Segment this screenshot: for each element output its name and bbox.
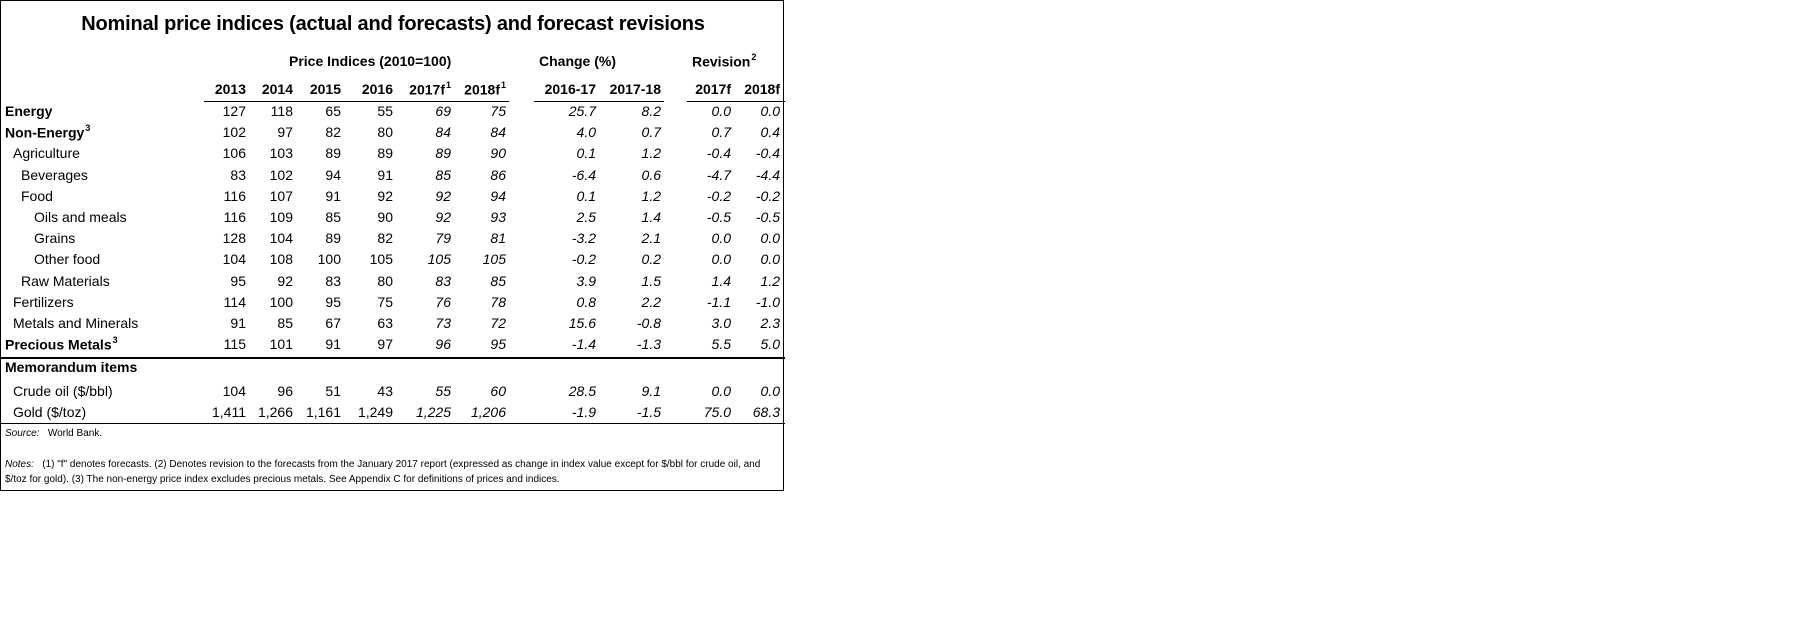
table-cell: 95	[230, 272, 246, 289]
col-header-revision-2018f: 2018f	[744, 81, 780, 97]
table-cell: 0.0	[760, 251, 780, 268]
table-row	[1, 123, 785, 144]
table-cell: -4.7	[706, 166, 731, 183]
table-cell: 67	[325, 315, 341, 331]
row-label: Grains	[34, 230, 76, 247]
table-cell: 1.4	[711, 272, 731, 289]
table-cell: 104	[269, 230, 293, 247]
table-cell: 128	[222, 230, 246, 247]
table-cell: 1.2	[641, 145, 661, 162]
table-cell: 104	[222, 383, 246, 399]
table-cell: 89	[377, 145, 393, 162]
table-cell: 90	[377, 209, 393, 225]
table-row	[1, 382, 785, 403]
table-cell: 84	[435, 124, 451, 141]
table-row	[1, 250, 785, 271]
table-cell: 72	[490, 315, 506, 331]
table-cell: 94	[325, 166, 341, 183]
row-label: Gold ($/toz)	[13, 404, 87, 420]
table-cell: 108	[269, 251, 293, 268]
col-header-change-2017-18: 2017-18	[609, 81, 661, 97]
table-cell: 4.0	[576, 124, 596, 141]
table-cell: 89	[325, 230, 341, 247]
row-label: Raw Materials	[21, 272, 110, 289]
table-row	[1, 403, 785, 424]
table-cell: 55	[435, 383, 451, 399]
col-header-2015: 2015	[309, 81, 341, 97]
table-row	[1, 272, 785, 293]
table-cell: 116	[223, 209, 246, 225]
table-cell: 92	[435, 187, 451, 204]
table-row	[1, 335, 785, 356]
table-cell: 81	[490, 230, 506, 247]
table-cell: 3.0	[711, 315, 731, 331]
page-title: Nominal price indices (actual and forecasts) and forecast revisions	[81, 13, 705, 35]
table-cell: 80	[377, 124, 393, 141]
table-cell: 85	[325, 209, 341, 225]
table-cell: 95	[325, 293, 341, 310]
table-cell: 63	[377, 315, 393, 331]
row-label: Energy	[5, 103, 53, 119]
table-cell: 85	[277, 315, 293, 331]
table-cell: 0.0	[760, 383, 780, 399]
table-cell: -6.4	[571, 166, 596, 183]
table-cell: 83	[435, 272, 451, 289]
table-cell: -3.2	[571, 230, 596, 247]
table-cell: 0.6	[641, 166, 661, 183]
table-cell: 92	[377, 187, 393, 204]
table-cell: 2.2	[641, 293, 661, 310]
table-cell: 114	[223, 293, 246, 310]
row-label: Other food	[34, 251, 101, 268]
table-cell: 69	[435, 103, 451, 119]
table-cell: 0.0	[760, 103, 780, 119]
col-header-2016: 2016	[361, 81, 393, 97]
table-cell: 82	[377, 230, 393, 247]
col-header-2017f: $2017f^1$	[409, 80, 451, 98]
table-cell: 43	[377, 383, 393, 399]
row-label: Food	[21, 187, 53, 204]
table-cell: 91	[325, 336, 341, 353]
table-cell: 102	[269, 166, 293, 183]
table-cell: 76	[435, 293, 451, 310]
table-cell: 0.2	[641, 251, 661, 268]
table-cell: 97	[277, 124, 293, 141]
col-header-revision-2017f: 2017f	[695, 81, 731, 97]
table-cell: -1.4	[571, 336, 596, 353]
table-cell: 1,225	[415, 404, 451, 420]
table-cell: 0.7	[711, 124, 731, 141]
table-cell: 1.5	[641, 272, 661, 289]
table-cell: 28.5	[568, 383, 596, 399]
table-frame	[0, 0, 784, 491]
table-cell: 104	[222, 251, 246, 268]
table-row	[1, 166, 785, 187]
table-cell: 91	[377, 166, 393, 183]
table-cell: 84	[490, 124, 506, 141]
table-cell: 0.7	[641, 124, 661, 141]
table-cell: 65	[325, 103, 341, 119]
table-cell: 1.2	[760, 272, 780, 289]
table-cell: 115	[223, 336, 246, 353]
table-cell: 25.7	[568, 103, 596, 119]
table-cell: 3.9	[576, 272, 596, 289]
table-cell: 0.0	[711, 103, 731, 119]
table-cell: 15.6	[568, 315, 596, 331]
table-cell: 0.1	[576, 187, 596, 204]
table-cell: 0.4	[760, 124, 780, 141]
table-cell: 2.1	[641, 230, 661, 247]
table-cell: 75.0	[703, 404, 731, 420]
table-row	[1, 102, 785, 123]
table-cell: 116	[223, 187, 246, 204]
table-cell: 89	[435, 145, 451, 162]
footer-divider	[1, 423, 785, 424]
table-row	[1, 208, 785, 229]
table-cell: 100	[317, 251, 341, 268]
table-cell: -0.2	[706, 187, 731, 204]
table-cell: 5.5	[711, 336, 731, 353]
table-cell: 92	[435, 209, 451, 225]
table-cell: 105	[427, 251, 451, 268]
table-cell: -1.1	[706, 293, 731, 310]
table-cell: 0.1	[576, 145, 596, 162]
table-cell: 1,411	[212, 404, 246, 420]
row-label: Non-Energy$^3$	[5, 123, 91, 141]
table-cell: 2.5	[576, 209, 596, 225]
table-cell: 1,266	[257, 404, 293, 420]
table-cell: 55	[377, 103, 393, 119]
table-cell: 1.2	[641, 187, 661, 204]
table-cell: 106	[222, 145, 246, 162]
table-row	[1, 187, 785, 208]
table-row	[1, 144, 785, 165]
notes: Notes: (1) "f" denotes forecasts. (2) Denotes revision to the forecasts from the January 2017 report (expressed as change in index value except for $/bbl for crude oil, and $/toz for gold). (3) The non-energy price index excludes precious metals. See Appendix C for definitions of prices and indices.	[5, 459, 761, 485]
table-cell: 102	[222, 124, 246, 141]
row-label: Oils and meals	[34, 209, 127, 225]
table-cell: -0.4	[706, 145, 731, 162]
table-cell: 127	[222, 103, 246, 119]
table-cell: 100	[269, 293, 293, 310]
table-cell: 105	[369, 251, 393, 268]
table-cell: 1,206	[470, 404, 506, 420]
table-cell: 2.3	[760, 315, 780, 331]
table-cell: 86	[490, 166, 506, 183]
row-label: Fertilizers	[13, 293, 74, 310]
table-cell: 109	[269, 209, 293, 225]
table-cell: 1.4	[641, 209, 661, 225]
table-cell: 73	[435, 315, 451, 331]
table-cell: -0.8	[636, 315, 661, 331]
table-cell: 0.8	[576, 293, 596, 310]
table-cell: -0.2	[571, 251, 596, 268]
table-row	[1, 229, 785, 250]
table-cell: 78	[490, 293, 506, 310]
table-cell: 83	[325, 272, 341, 289]
table-cell: 83	[230, 166, 246, 183]
row-label: Beverages	[21, 166, 88, 183]
table-cell: 85	[435, 166, 451, 183]
table-cell: 96	[435, 336, 451, 353]
table-cell: 68.3	[752, 404, 780, 420]
row-label: Crude oil ($/bbl)	[13, 383, 113, 399]
table-cell: -1.5	[636, 404, 661, 420]
table-cell: 85	[490, 272, 506, 289]
table-cell: 8.2	[641, 103, 661, 119]
table-cell: 91	[325, 187, 341, 204]
table-cell: 75	[490, 103, 506, 119]
table-cell: 82	[325, 124, 341, 141]
table-cell: -1.3	[636, 336, 661, 353]
table-cell: 89	[325, 145, 341, 162]
table-cell: 101	[269, 336, 293, 353]
memorandum-heading: Memorandum items	[5, 359, 138, 375]
col-header-2018f: $2018f^1$	[464, 80, 506, 98]
table-row	[1, 314, 785, 335]
table-cell: 0.0	[711, 383, 731, 399]
table-cell: 0.0	[760, 230, 780, 247]
table-cell: 96	[277, 383, 293, 399]
table-cell: 91	[230, 315, 246, 331]
table-cell: 107	[269, 187, 293, 204]
table-cell: -1.0	[755, 293, 780, 310]
table-cell: 9.1	[641, 383, 661, 399]
table-cell: 1,249	[357, 404, 393, 420]
table-cell: 0.0	[711, 251, 731, 268]
source-note: Source: World Bank.	[5, 428, 103, 439]
row-label: Metals and Minerals	[13, 315, 139, 331]
table-cell: -0.4	[755, 145, 780, 162]
table-cell: -4.4	[755, 166, 780, 183]
table-cell: 75	[377, 293, 393, 310]
table-cell: -0.2	[755, 187, 780, 204]
table-row	[1, 293, 785, 314]
table-cell: 118	[270, 103, 293, 119]
col-header-2013: 2013	[214, 81, 246, 97]
table-cell: 105	[482, 251, 506, 268]
table-cell: -0.5	[706, 209, 731, 225]
table-cell: 5.0	[760, 336, 780, 353]
group-header-change: Change (%)	[539, 53, 616, 69]
table-cell: 1,161	[305, 404, 341, 420]
row-label: Agriculture	[13, 145, 80, 162]
table-cell: -1.9	[571, 404, 596, 420]
table-cell: 93	[490, 209, 506, 225]
col-header-2014: 2014	[261, 81, 293, 97]
table-cell: 80	[377, 272, 393, 289]
table-cell: 95	[490, 336, 506, 353]
table-cell: 92	[277, 272, 293, 289]
table-cell: 103	[269, 145, 293, 162]
group-header-price-indices: Price Indices (2010=100)	[289, 53, 452, 69]
table-cell: -0.5	[755, 209, 780, 225]
group-header-revision: Revision$^2$	[692, 52, 757, 70]
table-cell: 94	[490, 187, 506, 204]
table-cell: 51	[325, 383, 341, 399]
row-label: Precious Metals$^3$	[5, 335, 118, 353]
table-cell: 0.0	[711, 230, 731, 247]
table-cell: 60	[490, 383, 506, 399]
col-header-change-2016-17: 2016-17	[544, 81, 596, 97]
table-cell: 97	[377, 336, 393, 353]
table-cell: 79	[435, 230, 451, 247]
table-cell: 90	[490, 145, 506, 162]
